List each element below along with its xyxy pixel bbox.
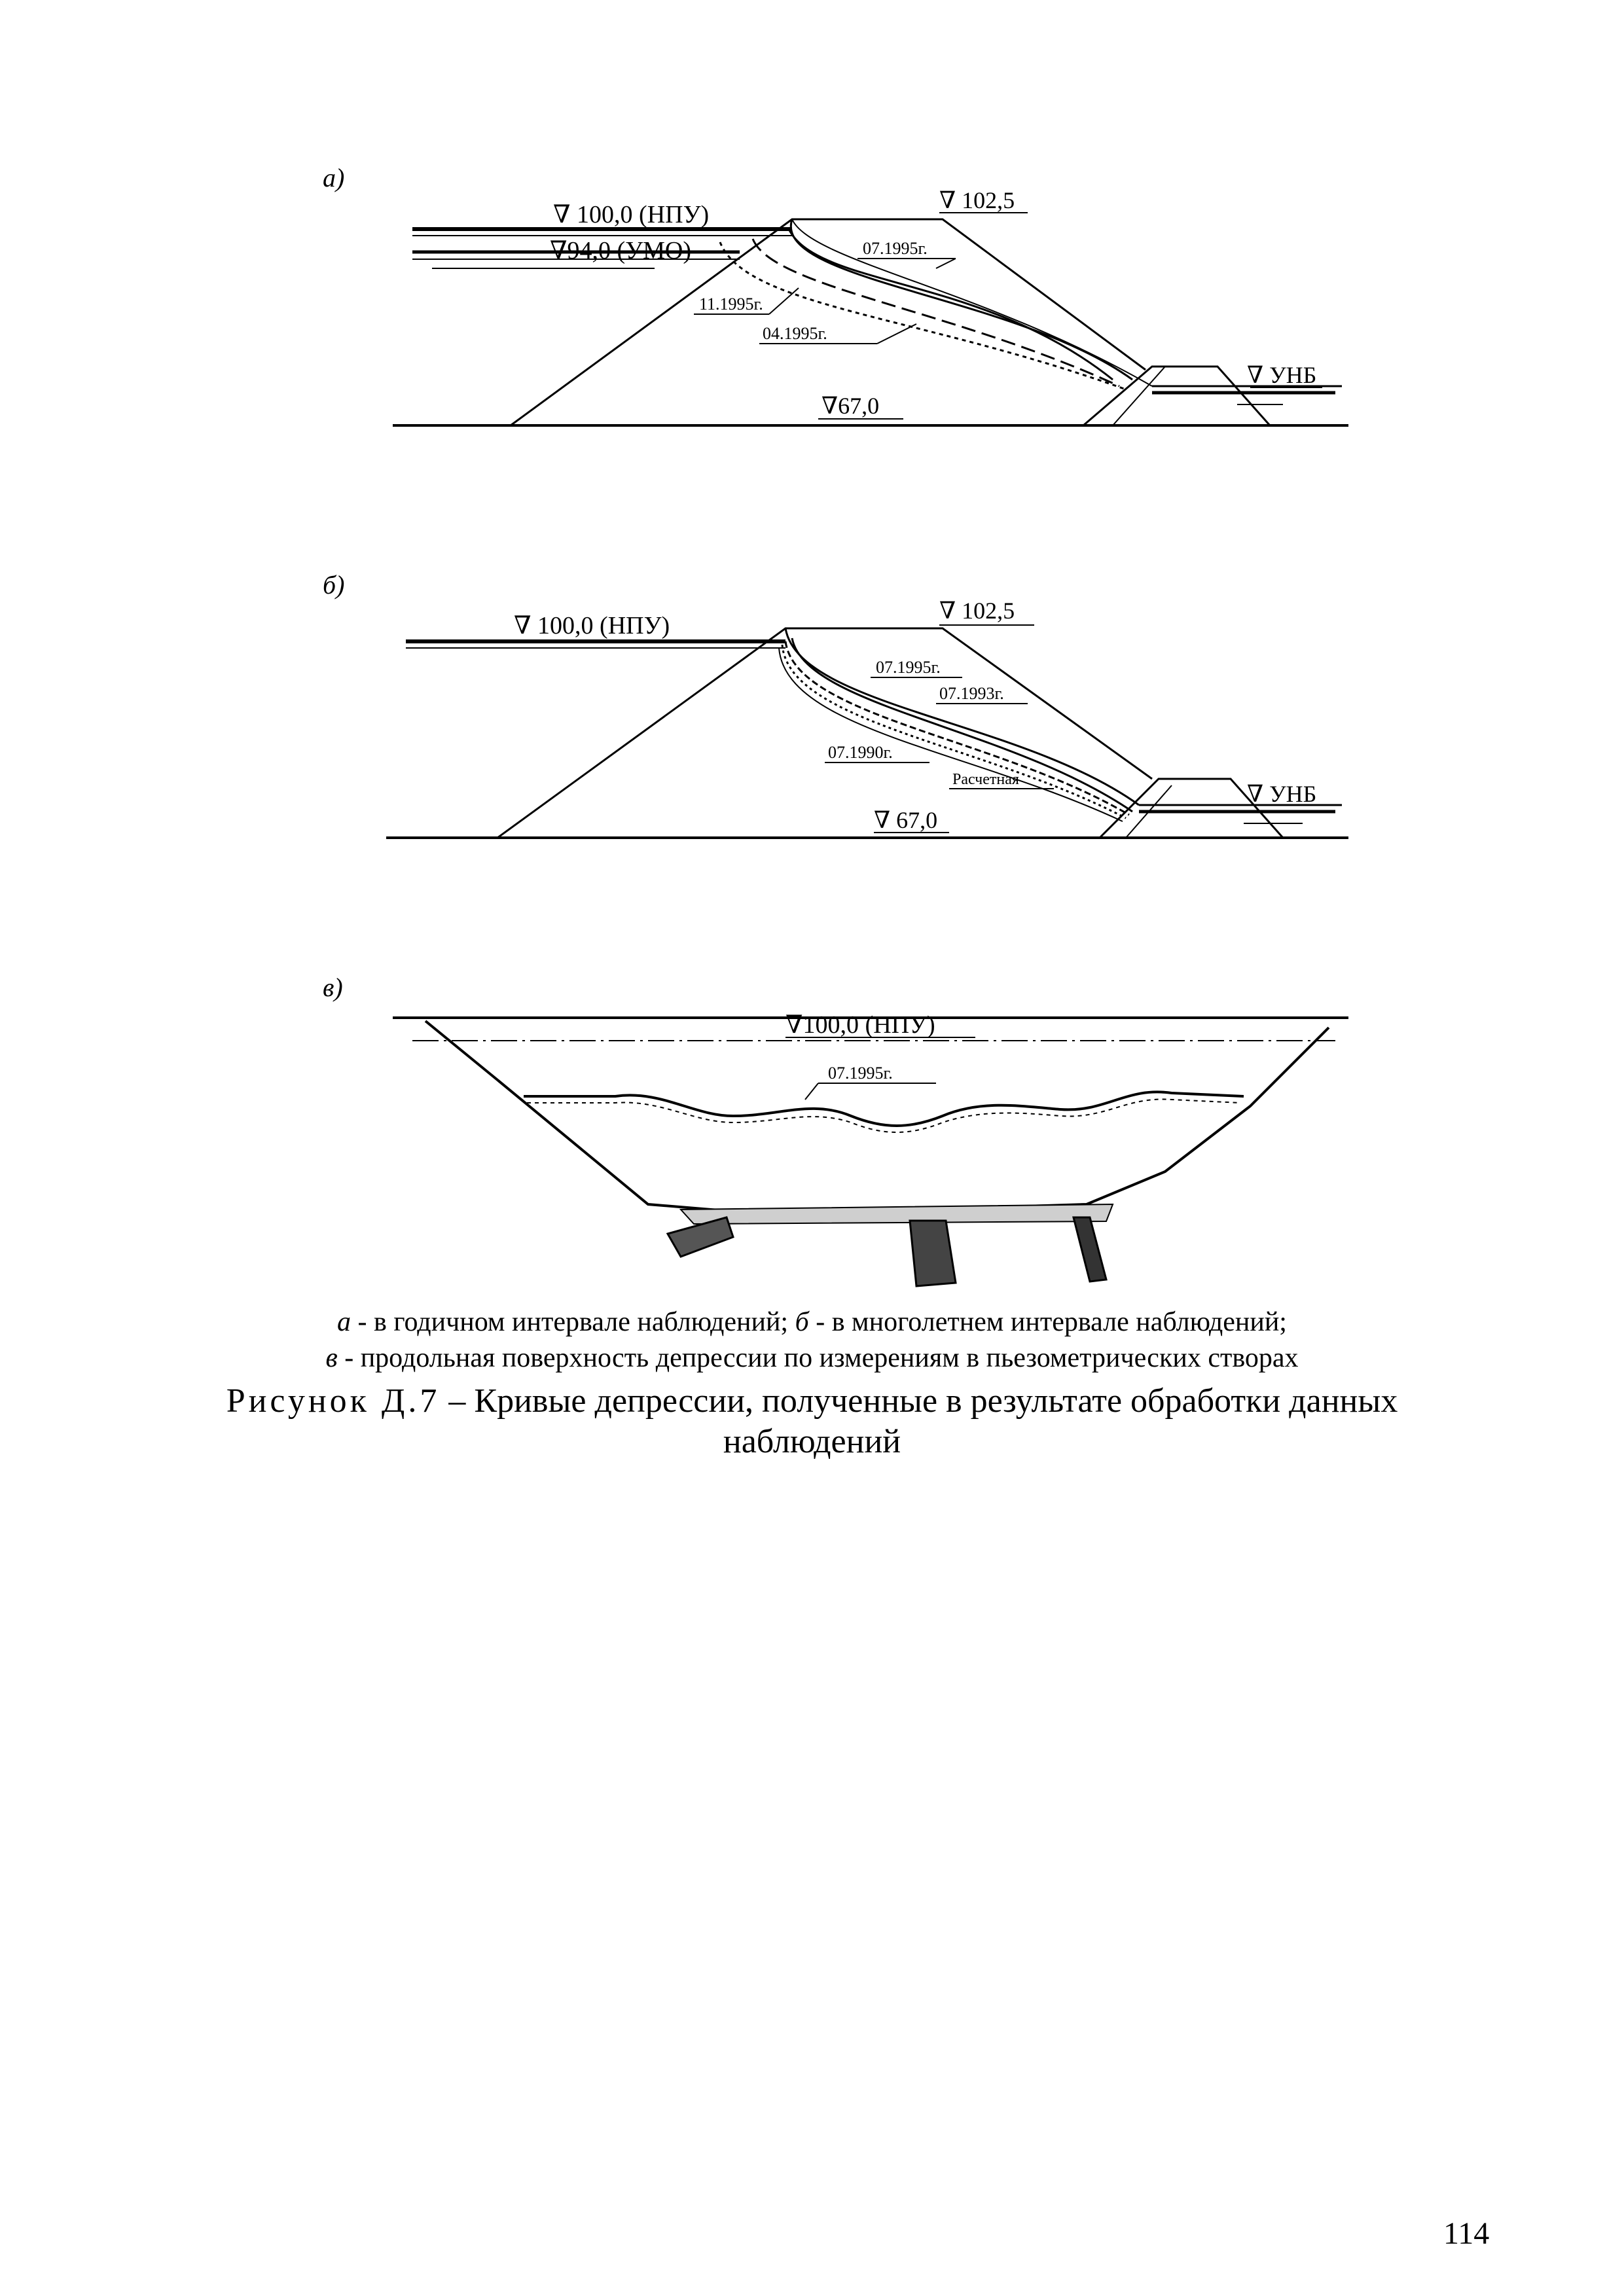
panel-c-label: в) <box>323 973 343 1002</box>
panel-a-umo-mark: ∇94,0 (УМО) <box>550 237 691 264</box>
panel-b-curve-label: 07.1993г. <box>939 684 1004 703</box>
panel-c-curve-label: 07.1995г. <box>828 1064 893 1083</box>
panel-a-label: а) <box>323 163 345 192</box>
page-number: 114 <box>1443 2216 1490 2251</box>
panel-b-curve-label: Расчетная <box>952 771 1019 788</box>
panel-a-curve-label: 11.1995г. <box>699 295 763 314</box>
panel-b-crest-mark: ∇ 102,5 <box>939 598 1015 624</box>
panel-a-curve-label: 07.1995г. <box>863 239 928 258</box>
panel-a-crest-mark: ∇ 102,5 <box>939 187 1015 213</box>
figure-number: Рисунок Д.7 <box>226 1382 441 1420</box>
panel-b-curve-label: 07.1990г. <box>828 743 893 762</box>
caption-marker-b: б <box>795 1307 809 1337</box>
caption-text-a: - в годичном интервале наблюдений; <box>351 1307 795 1337</box>
panel-b-base-mark: ∇ 67,0 <box>874 807 938 833</box>
panel-a-unb-mark: ∇ УНБ <box>1247 362 1317 388</box>
panel-a-npu-mark: ∇ 100,0 (НПУ) <box>553 201 710 228</box>
panel-b-unb-mark: ∇ УНБ <box>1247 781 1317 807</box>
panel-a-base-mark: ∇67,0 <box>821 393 880 419</box>
caption-marker-a: а <box>337 1307 351 1337</box>
panel-c-npu-mark: ∇100,0 (НПУ) <box>785 1011 935 1039</box>
caption-line-1 <box>0 1306 1624 1338</box>
panel-b-npu-mark: ∇ 100,0 (НПУ) <box>514 612 670 639</box>
caption-text-c: - продольная поверхность депрессии по измерениям в пьезометрических створах <box>337 1343 1299 1373</box>
figure-title <box>0 1381 1624 1422</box>
caption-marker-c: в <box>325 1343 338 1373</box>
panel-b-curve-label: 07.1995г. <box>876 658 941 677</box>
figure-title-line-2: наблюдений <box>723 1423 901 1460</box>
panel-a-curve-label: 04.1995г. <box>763 324 827 343</box>
panel-b-label: б) <box>323 570 345 600</box>
caption-line-2 <box>0 1342 1624 1374</box>
panel-b-drawing <box>386 625 1348 838</box>
panel-c-drawing <box>393 1018 1348 1286</box>
caption-text-b: - в многолетнем интервале наблюдений; <box>808 1307 1287 1337</box>
figure-title-text: – Кривые депрессии, полученные в результате обработки данных <box>440 1382 1398 1420</box>
